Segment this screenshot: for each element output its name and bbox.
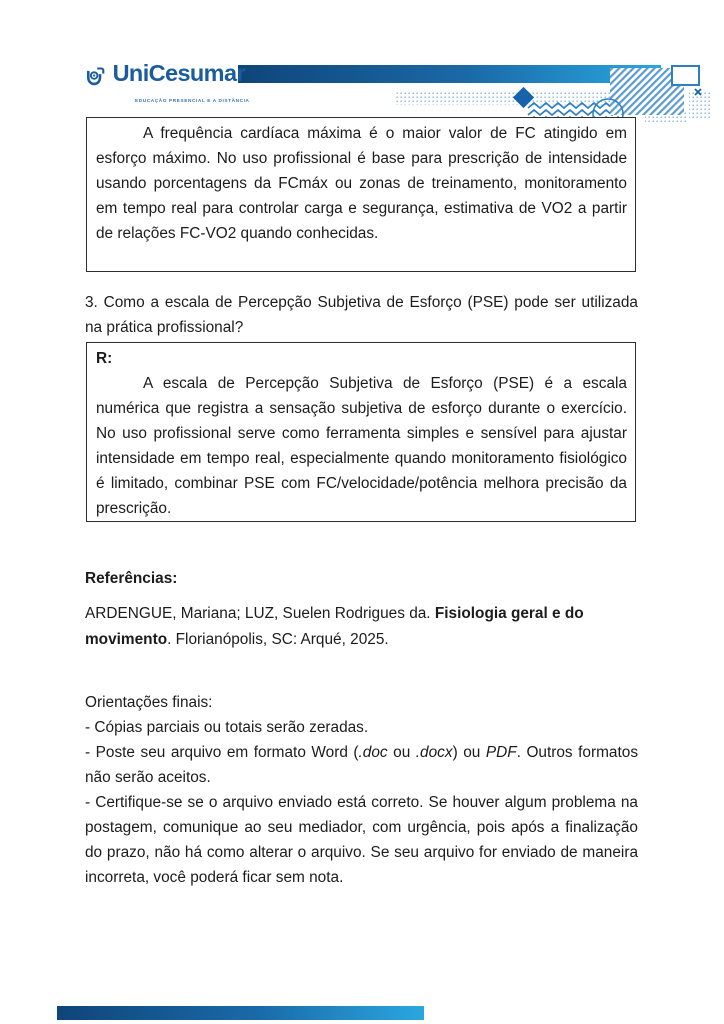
- answer-box-1: [86, 117, 636, 272]
- reference-entry: [85, 601, 638, 653]
- footer-bar: [57, 1006, 424, 1020]
- answer-box-2: [86, 342, 636, 522]
- reference-authors: ARDENGUE, Mariana; LUZ, Suelen Rodrigues da.: [85, 605, 435, 622]
- answer-box-1-text: A frequência cardíaca máxima é o maior valor de FC atingido em esforço máximo. No uso profissional é base para prescrição de intensidade usando porcentagens da FCmáx ou zonas de treinamento, monitoramento em tempo real para controlar carga e segurança, estimativa de VO2 a partir de relações FC-VO2 quando conhecidas.: [96, 125, 627, 242]
- final-guidelines-heading: Orientações finais:: [85, 694, 213, 711]
- reference-title: Fisiologia geral e do movimento: [85, 605, 584, 648]
- brand-tagline: EDUCAÇÃO PRESENCIAL E A DISTÂNCIA: [135, 98, 250, 103]
- guideline-item-1: - Cópias parciais ou totais serão zeradas.: [85, 719, 369, 736]
- header-bar: [238, 65, 661, 83]
- answer-label: R:: [96, 350, 113, 367]
- guideline-item-2: - Poste seu arquivo em formato Word (.doc ou .docx) ou PDF. Outros formatos não serão aceitos.: [85, 744, 639, 786]
- guideline-item-3: - Certifique-se se o arquivo enviado está correto. Se houver algum problema na postagem, comunique ao seu mediador, com urgência, pois após a finalização do prazo, não há como alterar o arquivo. Se seu arquivo for enviado de maneira incorreta, você poderá ficar sem nota.: [85, 794, 638, 886]
- references-heading: Referências:: [85, 570, 178, 587]
- logo-emblem-icon: [85, 56, 107, 96]
- final-guidelines: [85, 690, 638, 890]
- unicesumar-logo: [85, 56, 250, 103]
- brand-name: UniCesumar: [112, 60, 245, 86]
- file-format-docx: .docx: [415, 744, 453, 761]
- answer-box-2-text: A escala de Percepção Subjetiva de Esforço (PSE) é a escala numérica que registra a sensação subjetiva de esforço durante o exercício. No uso profissional serve como ferramenta simples e sensível para ajustar intensidade em tempo real, especialmente quando monitoramento fisiológico é limitado, combinar PSE com FC/velocidade/potência melhora precisão da prescrição.: [96, 375, 627, 517]
- file-format-pdf: PDF: [485, 744, 517, 761]
- question-3-text: 3. Como a escala de Percepção Subjetiva de Esforço (PSE) pode ser utilizada na prática profissional?: [85, 294, 638, 336]
- outlined-square-icon: [672, 66, 699, 85]
- file-format-doc: .doc: [358, 744, 388, 761]
- dots-band-right: [689, 92, 712, 118]
- reference-imprint: . Florianópolis, SC: Arqué, 2025.: [167, 631, 389, 648]
